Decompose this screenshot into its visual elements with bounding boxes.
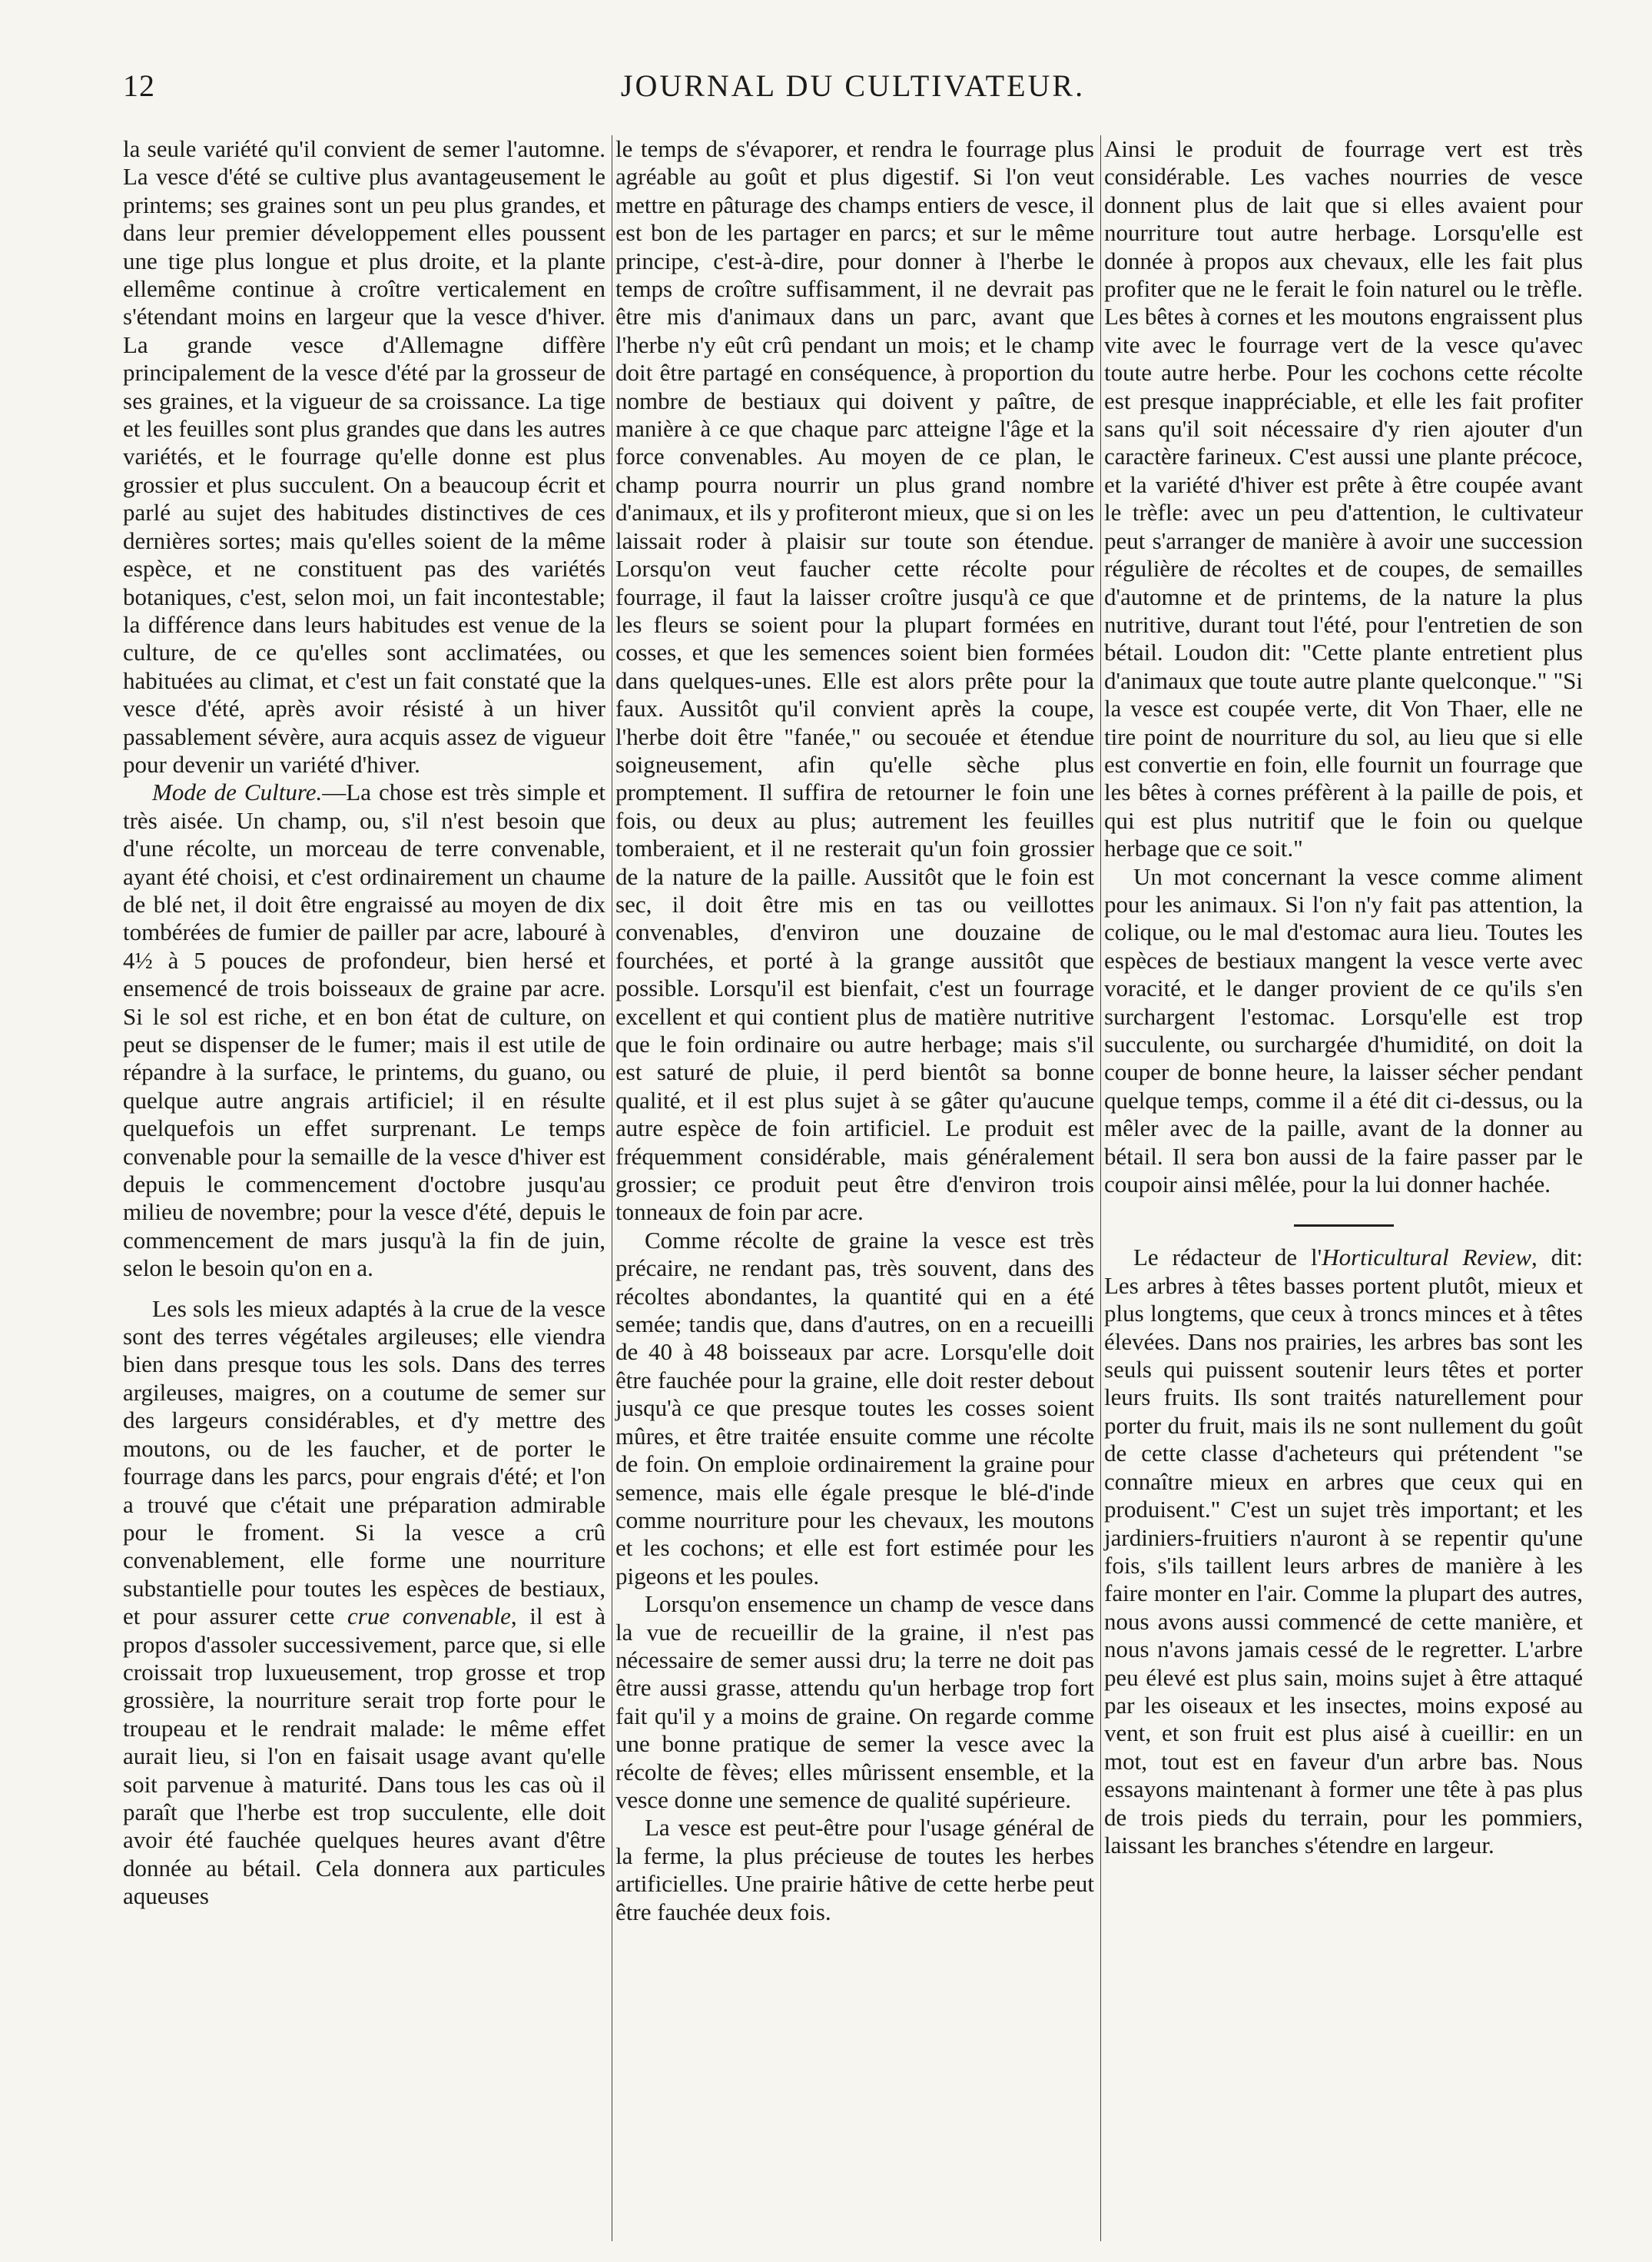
paragraph-text: , il est à propos d'assoler successivement, parce que, si elle croissait trop luxueusement, trop grosse et trop grossière, la nourriture serait trop forte pour le troupeau et le rendrait malade: le même effet aurait lieu, si l'on en faisait usage avant qu'elle soit parvenue à maturité. Dans tous les cas où il paraît que l'herbe est trop succulente, elle doit avoir été fauchée quelques heures avant d'être donnée au bétail. Cela donnera aux particules aqueuses [123,1603,605,1910]
paragraph: le temps de s'évaporer, et rendra le fourrage plus agréable au goût et plus digestif. Si l'on veut mettre en pâturage des champs entiers de vesce, il est bon de les partager en parcs; et sur le même principe, c'est-à-dire, pour donner à l'herbe le temps de croître suffisamment, il ne devrait pas être mis d'animaux dans un parc, avant que l'herbe n'y eût crû pendant un mois; et le champ doit être partagé en conséquence, à proportion du nombre de bestiaux qui doivent y paître, de manière à ce que chaque parc atteigne l'âge et la force convenables. Au moyen de ce plan, le champ pourra nourrir un plus grand nombre d'animaux, et ils y profiteront mieux, que si on les laissait roder à plaisir sur toute son étendue. Lorsqu'on veut faucher cette récolte pour fourrage, il faut la laisser croître jusqu'à ce que les fleurs se soient pour la plupart formées en cosses, et que les semences soient bien formées dans quelques-unes. Elle est alors prête pour la faux. Aussitôt qu'il convient après la coupe, l'herbe doit être "fanée," ou secouée et étendue soigneusement, afin qu'elle sèche plus promptement. Il suffira de retourner le foin une fois, ou deux au plus; autrement les feuilles tomberaient, et il ne resterait qu'un foin grossier de la nature de la paille. Aussitôt que le foin est sec, il doit être mis en tas ou veillottes convenables, d'environ une douzaine de fourchées, et porté à la grange aussitôt que possible. Lorsqu'il est bienfait, c'est un fourrage excellent et qui contient plus de matière nutritive que le foin ordinaire ou autre herbage; mais s'il est saturé de pluie, il perd bientôt sa bonne qualité, et il est plus sujet à se gâter qu'aucune autre espèce de foin artificiel. Le produit est fréquemment considérable, mais généralement grossier; ce produit peut être d'environ trois tonneaux de foin par acre. [615,135,1094,1226]
paragraph-text: Les sols les mieux adaptés à la crue de la vesce sont des terres végétales argileuses; elle viendra bien dans presque tous les sols. Dans des terres argileuses, maigres, on a coutume de semer sur des largeurs considérables, et d'y mettre des moutons, ou de les faucher, et de porter le fourrage dans les parcs, pour engrais d'été; et l'on a trouvé que c'était une préparation admirable pour le froment. Si la vesce a crû convenablement, elle forme une nourriture substantielle pour toutes les espèces de bestiaux, et pour assurer cette [123,1294,605,1630]
section-divider [1294,1224,1394,1227]
paragraph: Lorsqu'on ensemence un champ de vesce dans la vue de recueillir de la graine, il n'est pas nécessaire de semer aussi dru; la terre ne doit pas être aussi grasse, attendu qu'un herbage trop fort fait qu'il y a moins de graine. On regarde comme une bonne pratique de semer la vesce avec la récolte de fèves; elles mûrissent ensemble, et la vesce donne une semence de qualité supérieure. [615,1590,1094,1813]
section-heading: Mode de Culture. [152,779,323,806]
paragraph-mode-de-culture [123,779,605,1282]
paragraph: la seule variété qu'il convient de semer l'automne. La vesce d'été se cultive plus avantageusement le printems; ses graines sont un peu plus grandes, et dans leur premier développement elles poussent une tige plus longue et plus droite, et la plante ellemême continue à croître verticalement en s'étendant moins en largeur que la vesce d'hiver. La grande vesce d'Allemagne diffère principalement de la vesce d'été par la grosseur de ses graines, et la vigueur de sa croissance. La tige et les feuilles sont plus grandes que dans les autres variétés, et le fourrage qu'elle donne est plus grossier et plus succulent. On a beaucoup écrit et parlé au sujet des habitudes distinctives de ces dernières sortes; mais qu'elles soient de la même espèce, et ne constituent pas des variétés botaniques, c'est, selon moi, un fait incontestable; la différence dans leurs habitudes est venue de la culture, de ce qu'elles sont acclimatées, ou habituées au climat, et c'est un fait constaté que la vesce d'été, après avoir résisté à un hiver passablement sévère, aura acquis assez de vigueur pour devenir un variété d'hiver. [123,135,605,778]
column-1 [123,135,605,2241]
paragraph-text: —La chose est très simple et très aisée. Un champ, ou, s'il n'est besoin que d'une récolte, un morceau de terre convenable, ayant été choisi, et c'est ordinairement un chaume de blé net, il doit être engraissé au moyen de dix tombérées de fumier de pailler par acre, labouré à 4½ à 5 pouces de profondeur, bien hersé et ensemencé de trois boisseaux de graine par acre. Si le sol est riche, et en bon état de culture, on peut se dispenser de le fumer; mais il est utile de répandre à la surface, le printems, du guano, ou quelque autre angrais artificiel; il en résulte quelquefois un effet surprenant. Le temps convenable pour la semaille de la vesce d'hiver est depuis le commencement d'octobre jusqu'au milieu de novembre; pour la vesce d'été, depuis le commencement de mars jusqu'à la fin de juin, selon le besoin qu'on en a. [123,779,605,1282]
publication-title: Horticultural Review [1322,1244,1531,1271]
paragraph-text: , dit: Les arbres à têtes basses portent plutôt, mieux et plus longtems, que ceux à troncs minces et à têtes élevées. Dans nos prairies, les arbres bas sont les seuls qui puissent soutenir leurs têtes et porter leurs fruits. Ils sont traités naturellement pour porter du fruit, mais ils ne sont nullement du goût de cette classe d'acheteurs qui prétendent "se connaître mieux en arbres que ceux qui en produisent." C'est un sujet très important; et les jardiniers-fruitiers n'auront à se repentir qu'une fois, s'ils taillent leurs arbres de manière à les faire monter en l'air. Comme la plupart des autres, nous avons aussi commencé de cette manière, et nous n'avons jamais cessé de le regretter. L'arbre peu élevé est plus sain, moins sujet à être attaqué par les oiseaux et les insectes, moins exposé au vent, et son fruit est plus aisé à cueillir: en un mot, tout est en faveur d'un arbre bas. Nous essayons maintenant à former une tête à pas plus de trois pieds du terrain, pour les pommiers, laissant les branches s'étendre en largeur. [1104,1244,1583,1858]
paragraph-text: Le rédacteur de l' [1133,1244,1322,1271]
running-title: JOURNAL DU CULTIVATEUR. [620,68,1086,103]
text-columns [123,135,1583,2241]
column-3 [1100,135,1583,2241]
emphasis-text: crue convenable [347,1603,511,1630]
paragraph [123,1295,605,1911]
paragraph: Un mot concernant la vesce comme aliment pour les animaux. Si l'on n'y fait pas attention, la colique, ou le mal d'estomac aura lieu. Toutes les espèces de bestiaux mangent la vesce verte avec voracité, et le danger provient de ce qu'ils s'en surchargent l'estomac. Lorsqu'elle est trop succulente, ou surchargée d'humidité, on doit la couper de bonne heure, la laisser sécher pendant quelque temps, comme il a été dit ci-dessus, ou la mêler avec de la paille, avant de la donner au bétail. Il sera bon aussi de la faire passer par le coupoir ainsi mêlée, pour la lui donner hachée. [1104,862,1583,1198]
paragraph: Ainsi le produit de fourrage vert est très considérable. Les vaches nourries de vesce donnent plus de lait que si elles avaient pour nourriture tout autre herbage. Lorsqu'elle est donnée à propos aux chevaux, elle les fait plus profiter que ne le ferait le foin naturel ou le trèfle. Les bêtes à cornes et les moutons engraissent plus vite avec le fourrage vert de la vesce qu'avec toute autre herbe. Pour les cochons cette récolte est presque inappréciable, et elle les fait profiter sans qu'il soit nécessaire d'y rien ajouter d'un caractère farineux. C'est aussi une plante précoce, et la variété d'hiver est prête à être coupée avant le trèfle: avec un peu d'attention, le cultivateur peut s'arranger de manière à avoir une succession régulière de récoltes et de coupes, de semailles d'automne et de printems, de la nature la plus nutritive, durant tout l'été, pour l'entretien de son bétail. Loudon dit: "Cette plante entretient plus d'animaux que toute autre plante quelconque." "Si la vesce est coupée verte, dit Von Thaer, elle ne tire point de nourriture du sol, au lieu que si elle est convertie en foin, elle fournit un fourrage que les bêtes à cornes préfèrent à la paille de pois, et qui est plus nutritif que le foin ou quelque herbage que ce soit." [1104,135,1583,862]
page-header [123,68,1583,114]
paragraph: Comme récolte de graine la vesce est très précaire, ne rendant pas, très souvent, dans des récoltes abondantes, la quantité qui en a été semée; tandis que, dans d'autres, on en a recueilli de 40 à 48 boisseaux par acre. Lorsqu'elle doit être fauchée pour la graine, elle doit rester debout jusqu'à ce que presque toutes les cosses soient mûres, et être traitée ensuite comme une récolte de foin. On emploie ordinairement la graine pour semence, mais elle égale presque le blé-d'inde comme nourriture pour les chevaux, les moutons et les cochons; et elle est fort estimée pour les pigeons et les poules. [615,1226,1094,1589]
page-number: 12 [123,68,155,103]
paragraph: La vesce est peut-être pour l'usage général de la ferme, la plus précieuse de toutes les herbes artificielles. Une prairie hâtive de cette herbe peut être fauchée deux fois. [615,1814,1094,1925]
column-2 [612,135,1094,2241]
paragraph [1104,1244,1583,1859]
